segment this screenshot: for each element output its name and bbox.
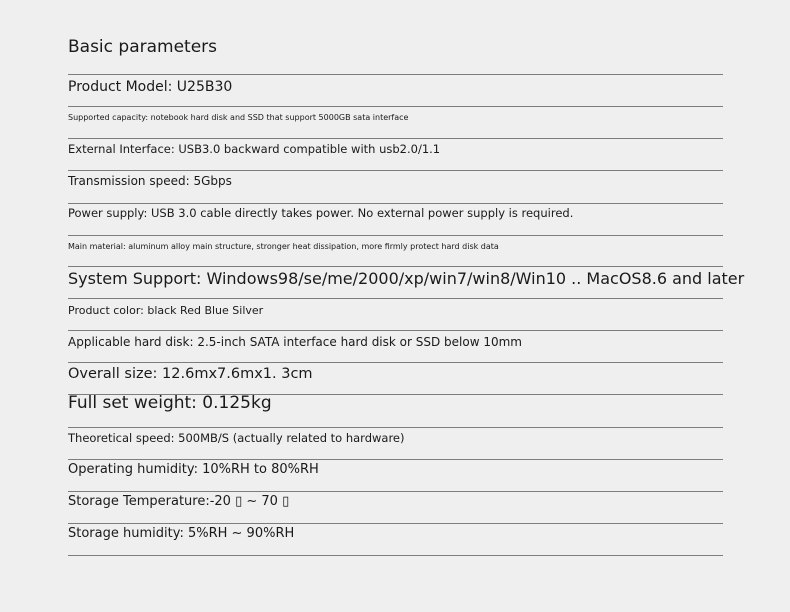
divider xyxy=(68,330,723,331)
divider xyxy=(68,555,723,556)
transmission-speed-row: Transmission speed: 5Gbps xyxy=(68,174,232,188)
product-color-row: Product color: black Red Blue Silver xyxy=(68,304,264,317)
divider xyxy=(68,459,723,460)
divider xyxy=(68,266,723,267)
divider xyxy=(68,523,723,524)
theoretical-speed-row: Theoretical speed: 500MB/S (actually related to hardware) xyxy=(68,431,405,445)
system-support-row: System Support: Windows98/se/me/2000/xp/win7/win8/Win10 .. MacOS8.6 and later xyxy=(68,269,745,288)
divider xyxy=(68,427,723,428)
divider xyxy=(68,203,723,204)
divider xyxy=(68,170,723,171)
divider xyxy=(68,235,723,236)
divider xyxy=(68,74,723,75)
external-interface-row: External Interface: USB3.0 backward compatible with usb2.0/1.1 xyxy=(68,142,441,156)
divider xyxy=(68,106,723,107)
product-model-row: Product Model: U25B30 xyxy=(68,79,233,95)
page-title: Basic parameters xyxy=(68,37,218,57)
storage-humidity-row: Storage humidity: 5%RH ~ 90%RH xyxy=(68,526,295,541)
overall-size-row: Overall size: 12.6mx7.6mx1. 3cm xyxy=(68,366,313,382)
storage-temperature-row: Storage Temperature:-20 ▯ ~ 70 ▯ xyxy=(68,494,290,509)
divider xyxy=(68,491,723,492)
power-supply-row: Power supply: USB 3.0 cable directly takes power. No external power supply is required. xyxy=(68,206,574,220)
main-material-row: Main material: aluminum alloy main structure, stronger heat dissipation, more firmly protect hard disk data xyxy=(68,242,499,251)
divider xyxy=(68,362,723,363)
operating-humidity-row: Operating humidity: 10%RH to 80%RH xyxy=(68,462,319,477)
divider xyxy=(68,298,723,299)
full-set-weight-row: Full set weight: 0.125kg xyxy=(68,393,272,413)
divider xyxy=(68,138,723,139)
supported-capacity-row: Supported capacity: notebook hard disk and SSD that support 5000GB sata interface xyxy=(68,113,409,122)
applicable-hard-disk-row: Applicable hard disk: 2.5-inch SATA interface hard disk or SSD below 10mm xyxy=(68,335,522,349)
